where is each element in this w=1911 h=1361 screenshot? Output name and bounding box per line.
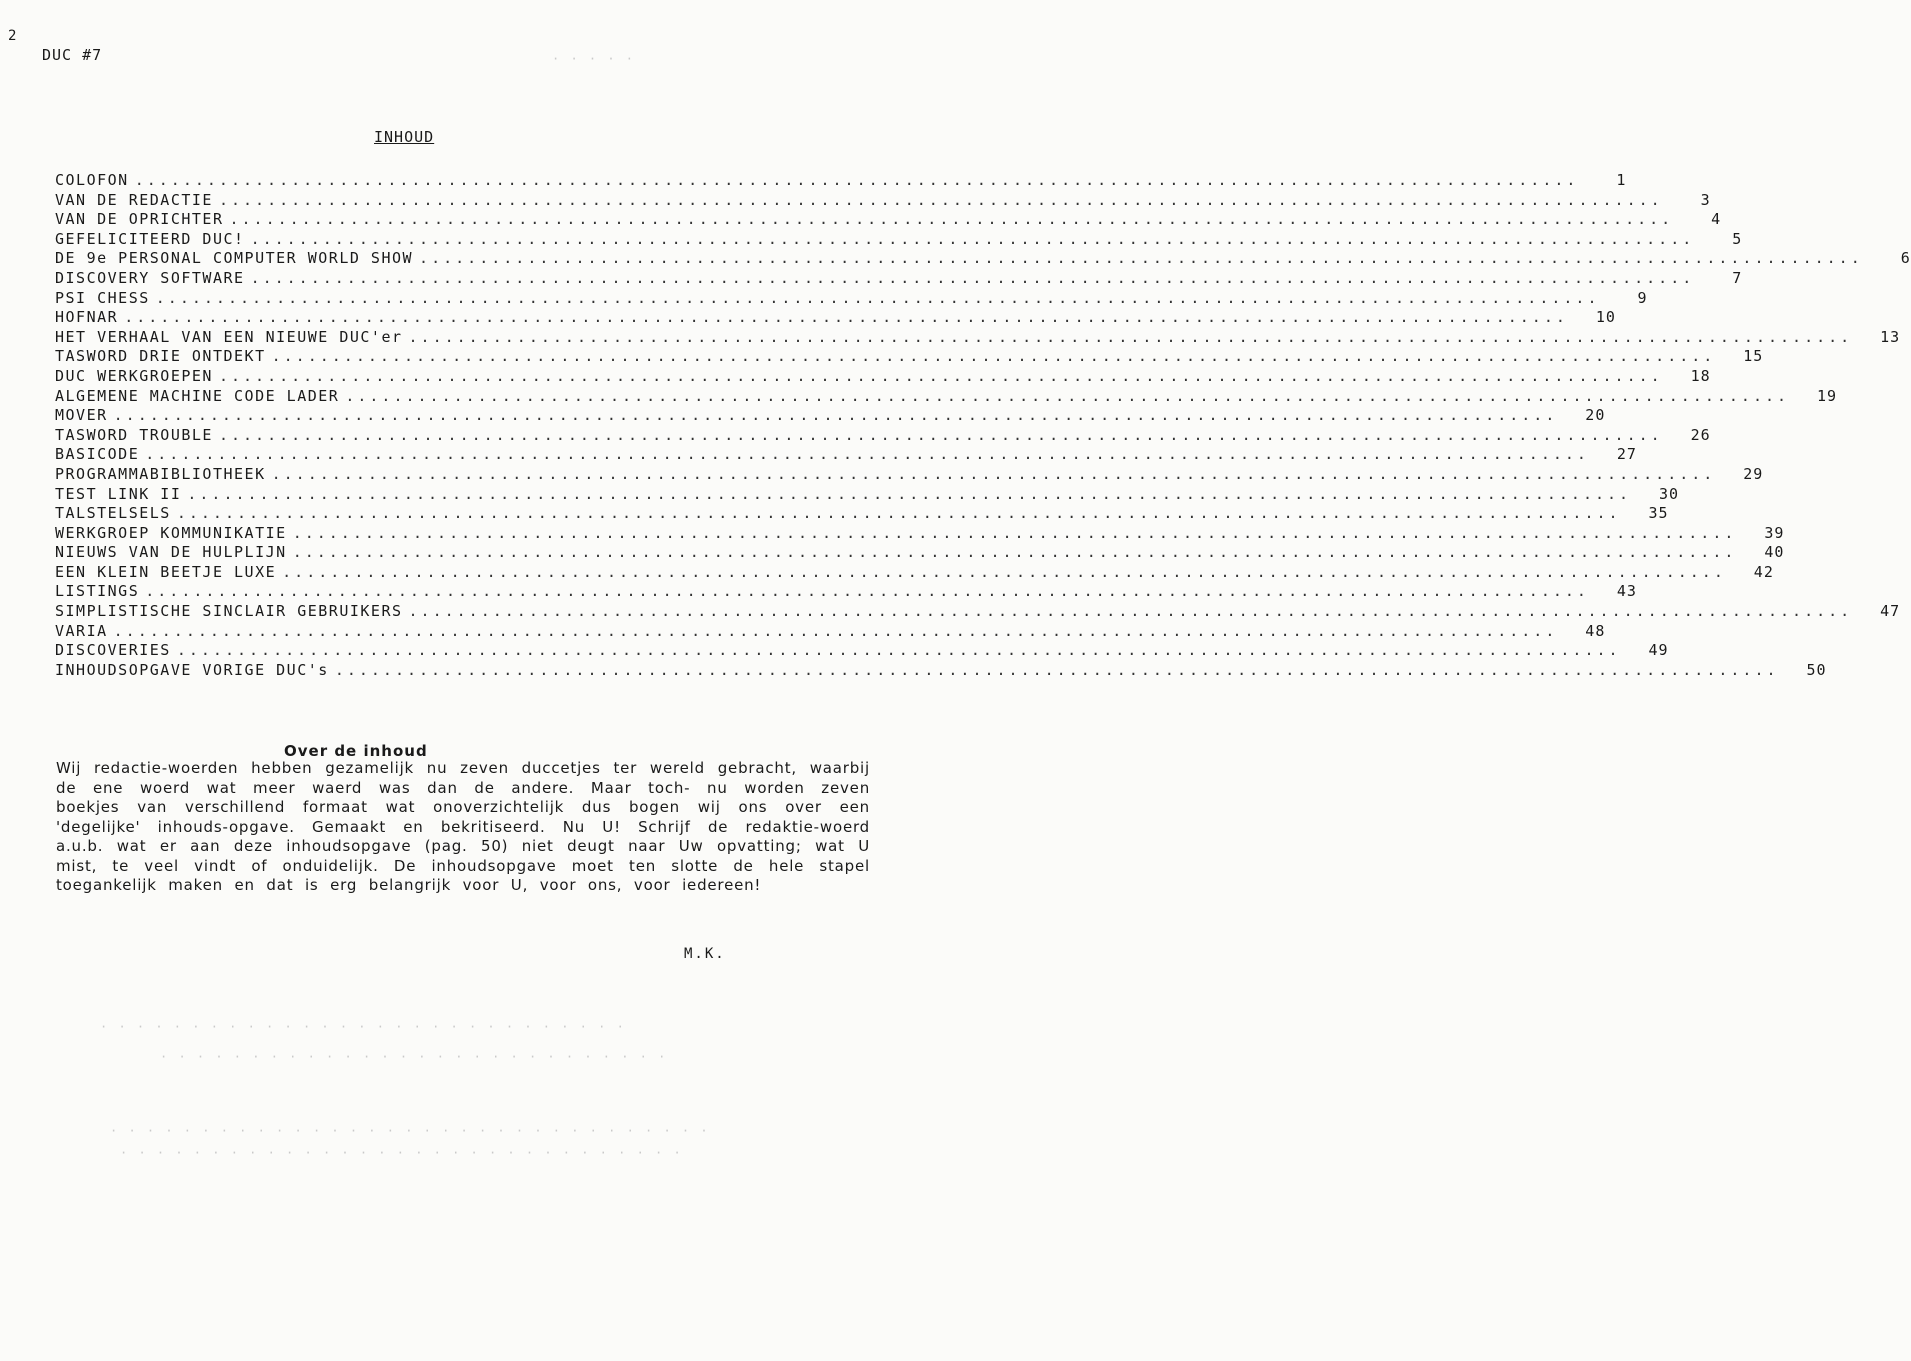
toc-entry-title: TALSTELSELS [55,504,171,523]
toc-leader-dots: ........................................................................................................................ [271,464,1716,483]
toc-leader-dots: ........................................................................................................................ [345,386,1790,405]
toc-entry [55,190,1711,211]
scan-smudge: · · · · · · · · · · · · · · · · · · · · · · · · · · · · · · · [120,1146,683,1160]
toc-entry-page: 42 [1753,562,1774,581]
toc-leader-dots: ........................................................................................................................ [419,249,1863,268]
toc-entry-title: DE 9e PERSONAL COMPUTER WORLD SHOW [55,249,414,268]
toc-entry-page: 20 [1585,406,1606,425]
toc-leader-dots: ........................................................................................................................ [134,171,1579,189]
toc-entry [55,562,1774,583]
toc-entry-title: TEST LINK II [55,484,182,503]
toc-entry-title: WERKGROEP KOMMUNIKATIE [55,523,287,542]
page-number: 2 [8,28,17,44]
toc-entry [55,425,1711,446]
toc-entry-page: 5 [1732,229,1743,248]
toc-entry [55,347,1764,367]
scan-smudge: · · · · · · · · · · · · · · · · · · · · · · · · · · · · · · · · · [110,1124,710,1138]
toc-entry-page: 40 [1764,543,1785,562]
toc-entry-page: 15 [1743,347,1764,366]
toc-entry [55,641,1669,661]
toc-entry [55,504,1669,524]
toc-entry-title: VAN DE OPRICHTER [55,210,224,229]
toc-entry-title: NIEUWS VAN DE HULPLIJN [55,543,287,562]
toc-entry-title: TASWORD TROUBLE [55,425,213,444]
toc-entry-page: 13 [1880,327,1901,346]
toc-entry [55,327,1901,348]
signature: M.K. [684,946,726,962]
toc-entry [55,660,1827,681]
toc-entry-page: 4 [1711,210,1722,229]
toc-entry-title: HET VERHAAL VAN EEN NIEUWE DUC'er [55,327,403,346]
toc-entry-page: 49 [1648,641,1669,660]
toc-entry-title: PSI CHESS [55,288,150,307]
toc-entry-page: 35 [1648,504,1669,523]
toc-entry-title: PROGRAMMABIBLIOTHEEK [55,464,266,483]
toc-entry [55,621,1606,642]
toc-leader-dots: ........................................................................................................................ [250,268,1695,287]
toc-entry-page: 30 [1659,484,1680,503]
toc-leader-dots: ........................................................................................................................ [292,543,1737,562]
toc-leader-dots: ........................................................................................................................ [145,445,1589,464]
toc-entry-page: 19 [1816,386,1838,405]
toc-title: INHOUD [374,128,435,146]
toc-entry [55,171,1627,191]
toc-entry [55,406,1606,426]
toc-entry-page: 43 [1616,582,1637,601]
toc-entry-title: TASWORD DRIE ONTDEKT [55,347,266,366]
article-body: Wij redactie-woerden hebben gezamelijk nu zeven duccetjes ter wereld gebracht, waarbij de ene woerd wat meer waerd was dan de andere. Maar toch- nu worden zeven boekjes van verschillend formaat wat onoverzichtelijk dus bogen wij ons over een 'degelijke' inhouds-opgave. Gemaakt en bekritiseerd. Nu U! Schrijf de redaktie-woerd a.u.b. wat er aan deze inhoudsopgave (pag. 50) niet deugt naar Uw opvatting; wat U mist, te veel vindt of onduidelijk. De inhoudsopgave moet ten slotte de hele stapel toegankelijk maken en dat is erg belangrijk voor U, voor ons, voor iedereen! [56,759,870,894]
toc-entry [55,249,1911,269]
toc-entry-title: MOVER [55,406,108,425]
toc-entry-page: 29 [1743,464,1764,483]
toc-entry-page: 50 [1806,660,1827,679]
toc-leader-dots: ........................................................................................................................ [145,582,1589,601]
toc-leader-dots: ........................................................................................................................ [334,660,1779,679]
toc-entry [55,386,1838,407]
toc-leader-dots: ........................................................................................................................ [155,288,1600,307]
toc-leader-dots: ........................................................................................................................ [250,229,1695,248]
toc-entry-page: 9 [1637,288,1648,307]
toc-entry-page: 48 [1585,621,1606,640]
toc-entry-page: 39 [1764,523,1785,542]
toc-entry-title: DISCOVERIES [55,641,171,660]
toc-leader-dots: ........................................................................................................................ [218,190,1663,209]
toc-entry [55,229,1743,250]
toc-entry [55,464,1764,485]
toc-entry-title: VAN DE REDACTIE [55,190,213,209]
toc-leader-dots: ........................................................................................................................ [408,602,1853,621]
toc-leader-dots: ........................................................................................................................ [218,425,1663,444]
toc-entry-title: COLOFON [55,171,129,189]
toc-leader-dots: ........................................................................................................................ [124,308,1568,327]
toc-leader-dots: ........................................................................................................................ [282,562,1726,581]
toc-entry-page: 3 [1700,190,1711,209]
toc-leader-dots: ........................................................................................................................ [176,641,1621,660]
toc-entry-title: HOFNAR [55,308,119,327]
toc-leader-dots: ........................................................................................................................ [176,504,1621,523]
toc-entry-page: 18 [1690,366,1711,385]
scan-smudge: · · · · · [552,52,636,66]
toc-entry [55,210,1722,230]
toc-leader-dots: ........................................................................................................................ [218,366,1663,385]
toc-entry-page: 47 [1880,602,1901,621]
toc-leader-dots: ........................................................................................................................ [408,327,1853,346]
toc-entry [55,543,1785,563]
toc-entry-page: 27 [1616,445,1637,464]
toc-leader-dots: ........................................................................................................................ [292,523,1737,542]
toc-entry-title: INHOUDSOPGAVE VORIGE DUC's [55,660,329,679]
toc-entry-title: DISCOVERY SOFTWARE [55,268,245,287]
toc-entry-page: 10 [1595,308,1616,327]
toc-entry-title: ALGEMENE MACHINE CODE LADER [55,386,340,405]
toc-entry-page: 26 [1690,425,1711,444]
toc-entry [55,288,1648,309]
toc-entry [55,582,1637,602]
toc-leader-dots: ........................................................................................................................ [113,406,1558,425]
toc-entry-title: DUC WERKGROEPEN [55,366,213,385]
table-of-contents [55,171,1911,680]
toc-entry-title: BASICODE [55,445,140,464]
toc-entry [55,445,1637,465]
toc-leader-dots: ........................................................................................................................ [187,484,1632,503]
toc-entry-title: EEN KLEIN BEETJE LUXE [55,562,277,581]
article-title: Over de inhoud [284,742,428,760]
issue-label: DUC #7 [42,46,103,64]
toc-entry [55,268,1743,289]
toc-entry-page: 7 [1732,268,1743,287]
scan-smudge: · · · · · · · · · · · · · · · · · · · · · · · · · · · · [160,1050,668,1064]
toc-entry [55,602,1901,622]
toc-leader-dots: ........................................................................................................................ [271,347,1716,366]
scan-smudge: · · · · · · · · · · · · · · · · · · · · · · · · · · · · · [100,1020,626,1034]
toc-leader-dots: ........................................................................................................................ [113,621,1558,640]
toc-leader-dots: ........................................................................................................................ [229,210,1674,229]
toc-entry-title: LISTINGS [55,582,140,601]
toc-entry-title: SIMPLISTISCHE SINCLAIR GEBRUIKERS [55,602,403,621]
toc-entry [55,366,1711,387]
toc-entry [55,484,1680,505]
toc-entry [55,523,1785,544]
toc-entry-page: 1 [1616,171,1627,189]
toc-entry-title: GEFELICITEERD DUC! [55,229,245,248]
toc-entry-title: VARIA [55,621,108,640]
toc-entry [55,308,1616,328]
toc-entry-page: 6 [1900,249,1911,268]
